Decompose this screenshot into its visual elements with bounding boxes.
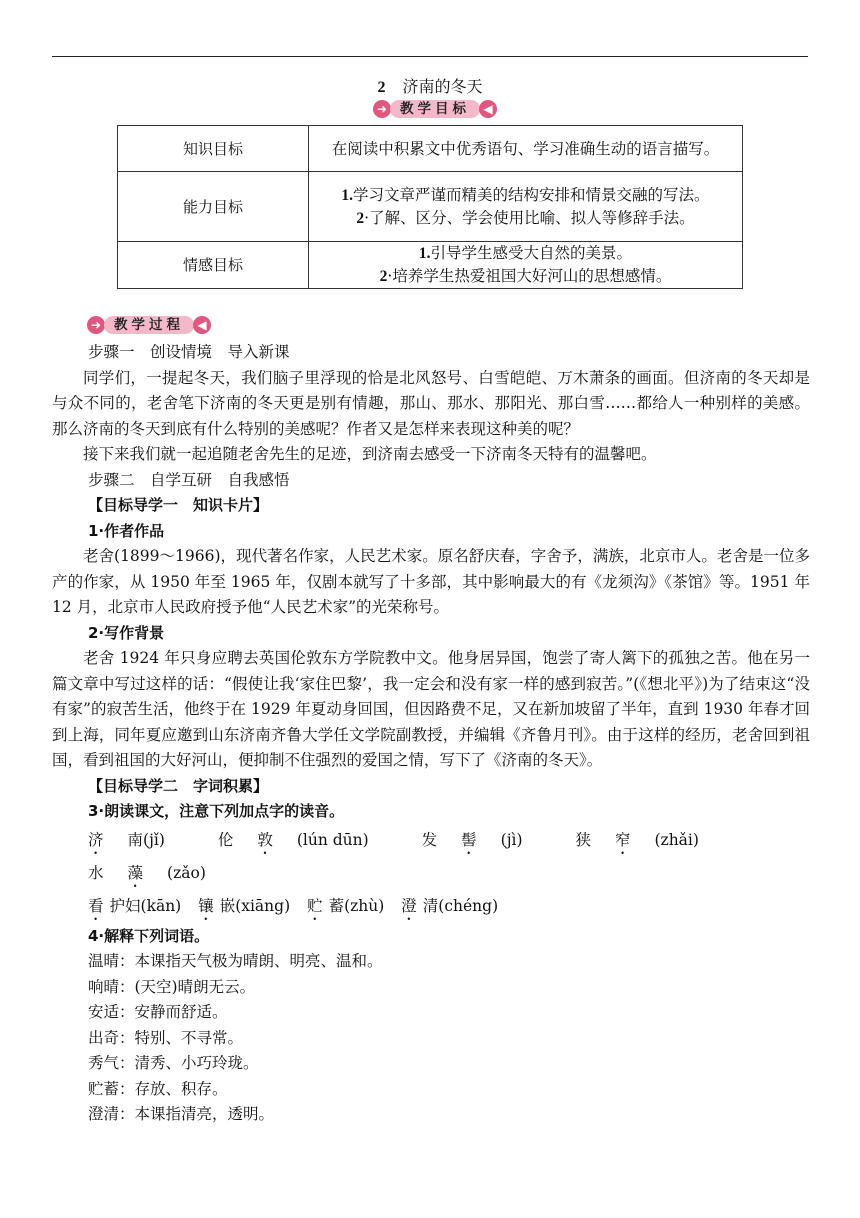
- arrow-right-icon: ➜: [373, 100, 391, 118]
- definition-item: 秀气：清秀、小巧玲珑。: [88, 1054, 259, 1072]
- goals-line: [315, 207, 736, 230]
- goals-line-num: 2: [379, 268, 388, 285]
- dotted-char: 窄: [614, 830, 631, 849]
- pinyin-pre: 伦: [217, 830, 234, 849]
- teaching-goals-banner: [373, 100, 497, 118]
- background-text: 老舍 1924 年只身应聘去英国伦敦东方学院教中文。他身居异国，饱尝了寄人篱下的孤独之苦。他在另一篇文章中写过这样的话：“假使让我‘家住巴黎’，我一定会和没有家一样的感到寂苦。”(《想北平》)为了结束这“没有家”的寂苦生活，他终于在 1929 年夏动身回国，但因路费不足，又在新加坡留了半年，直到 1930 年春才回到上海，同年夏应邀到山东济南齐鲁大学任文学院副教授，并编辑《齐鲁月刊》。由于这样的经历，老舍回到祖国，看到祖国的大好河山，便抑制不住强烈的爱国之情，写下了《济南的冬天》。: [52, 649, 810, 769]
- goals-line: [315, 265, 736, 288]
- pinyin-rest: (zhǎi): [654, 830, 699, 849]
- pinyin-pre: 发: [421, 830, 438, 849]
- goals-row-ability: [118, 172, 743, 242]
- guide-two-heading: 【目标导学二 字词积累】: [88, 776, 269, 795]
- definition-item: 响晴：(天空)晴朗无云。: [88, 977, 256, 996]
- dotted-char: 济: [88, 830, 104, 849]
- lesson-title-text: 济南的冬天: [402, 77, 483, 96]
- pinyin-item: [88, 891, 187, 924]
- pinyin-item: [88, 858, 230, 891]
- definitions-heading: 4·解释下列词语。: [88, 926, 210, 945]
- goals-line-num: 1.: [341, 186, 354, 204]
- goals-value: [309, 126, 743, 172]
- goals-key: 知识目标: [118, 126, 309, 172]
- definition-item: 出奇：特别、不寻常。: [88, 1028, 244, 1047]
- dotted-char: 髻: [461, 830, 477, 849]
- step-one-heading: 步骤一 创设情境 导入新课: [88, 343, 290, 361]
- pinyin-row-1: [52, 825, 810, 891]
- dotted-char: 藻: [127, 863, 144, 882]
- pinyin-item: [198, 891, 296, 924]
- definition-item: 安适：安静而舒适。: [88, 1003, 228, 1021]
- goals-line: [315, 242, 736, 265]
- arrow-right-icon: ➜: [87, 316, 105, 334]
- guide-one-heading: 【目标导学一 知识卡片】: [88, 496, 269, 514]
- teaching-process-label: 教学过程: [104, 316, 194, 334]
- pinyin-rest: 南(jǐ): [127, 830, 165, 849]
- pinyin-item: [575, 825, 722, 858]
- pinyin-item: [218, 825, 393, 858]
- step-two-heading: 步骤二 自学互研 自我感悟: [88, 470, 290, 489]
- dotted-char: 贮: [307, 896, 323, 915]
- background-heading: 2·写作背景: [88, 623, 165, 642]
- definition-item: 温晴：本课指天气极为晴朗、明亮、温和。: [88, 952, 383, 970]
- top-rule: [52, 56, 808, 57]
- author-works-heading: 1·作者作品: [88, 521, 165, 540]
- goals-line-num: 1.: [418, 245, 431, 262]
- goals-value: [309, 242, 743, 289]
- pinyin-item: [307, 891, 390, 924]
- teaching-process-banner: [87, 316, 211, 334]
- teaching-goals-label: 教学目标: [390, 100, 480, 118]
- dotted-char: 镶: [198, 896, 214, 915]
- transition-paragraph: 接下来我们就一起追随老舍先生的足迹，到济南去感受一下济南冬天特有的温馨吧。: [83, 445, 657, 463]
- goals-row-knowledge: [118, 126, 743, 172]
- arrow-left-icon: ◀: [193, 316, 211, 334]
- pinyin-rest: 嵌(xiāng): [219, 896, 291, 915]
- dotted-char: 敦: [257, 830, 273, 849]
- goals-line-text: ·了解、区分、学会使用比喻、拟人等修辞手法。: [364, 208, 695, 227]
- pinyin-rest: (lún dūn): [296, 830, 369, 849]
- goals-line-text: ·培养学生热爱祖国大好河山的思想感情。: [387, 267, 672, 285]
- dotted-char: 澄: [401, 896, 417, 915]
- goals-row-emotion: [118, 242, 743, 289]
- pinyin-item: [401, 891, 504, 924]
- arrow-left-icon: ◀: [479, 100, 497, 118]
- intro-paragraph: 同学们，一提起冬天，我们脑子里浮现的恰是北风怒号、白雪皑皑、万木萧条的画面。但济南的冬天却是与众不同的，老舍笔下济南的冬天更是别有情趣，那山、那水、那阳光、那白雪……都给人一种别样的美感。那么济南的冬天到底有什么特别的美感呢？作者又是怎样来表现这种美的呢？: [52, 368, 810, 438]
- goals-line-text: 引导学生感受大自然的美景。: [430, 244, 633, 262]
- lesson-number: 2: [377, 79, 386, 96]
- author-works-text: 老舍(1899～1966)，现代著名作家，人民艺术家。原名舒庆春，字舍予，满族，北京市人。老舍是一位多产的作家，从 1950 年至 1965 年，仅剧本就写了十多部，其中影响最大的有《龙须沟》《茶馆》等。1951 年 12 月，北京市人民政府授予他“人民艺术家”的光荣称号。: [52, 547, 810, 616]
- definition-item: 澄清：本课指清亮，透明。: [88, 1105, 275, 1123]
- goals-key: 能力目标: [118, 172, 309, 242]
- dotted-char: 看: [88, 896, 104, 915]
- pinyin-rest: (jì): [500, 830, 523, 849]
- goals-line: [315, 184, 736, 207]
- lesson-title: [0, 74, 860, 97]
- goals-value: [309, 172, 743, 242]
- pinyin-rest: 护妇(kān): [109, 896, 182, 915]
- goals-key: 情感目标: [118, 242, 309, 289]
- pinyin-rest: 蓄(zhù): [328, 896, 385, 915]
- pinyin-pre: 水: [88, 863, 104, 882]
- pronunciation-heading: 3·朗读课文，注意下列加点字的读音。: [88, 802, 345, 820]
- pinyin-rest: (zǎo): [167, 863, 206, 882]
- goals-line: 在阅读中积累文中优秀语句、学习准确生动的语言描写。: [331, 139, 720, 158]
- goals-line-num: 2: [356, 209, 365, 227]
- goals-line-text: 学习文章严谨而精美的结构安排和情景交融的写法。: [353, 185, 710, 204]
- pinyin-rest: 清(chéng): [422, 896, 499, 915]
- goals-table: [117, 125, 743, 289]
- pinyin-pre: 狭: [575, 830, 591, 849]
- pinyin-item: [88, 825, 189, 858]
- pinyin-row-2: [52, 891, 810, 924]
- pinyin-item: [422, 825, 547, 858]
- lesson-body: [52, 340, 810, 1128]
- definition-item: 贮蓄：存放、积存。: [88, 1079, 228, 1098]
